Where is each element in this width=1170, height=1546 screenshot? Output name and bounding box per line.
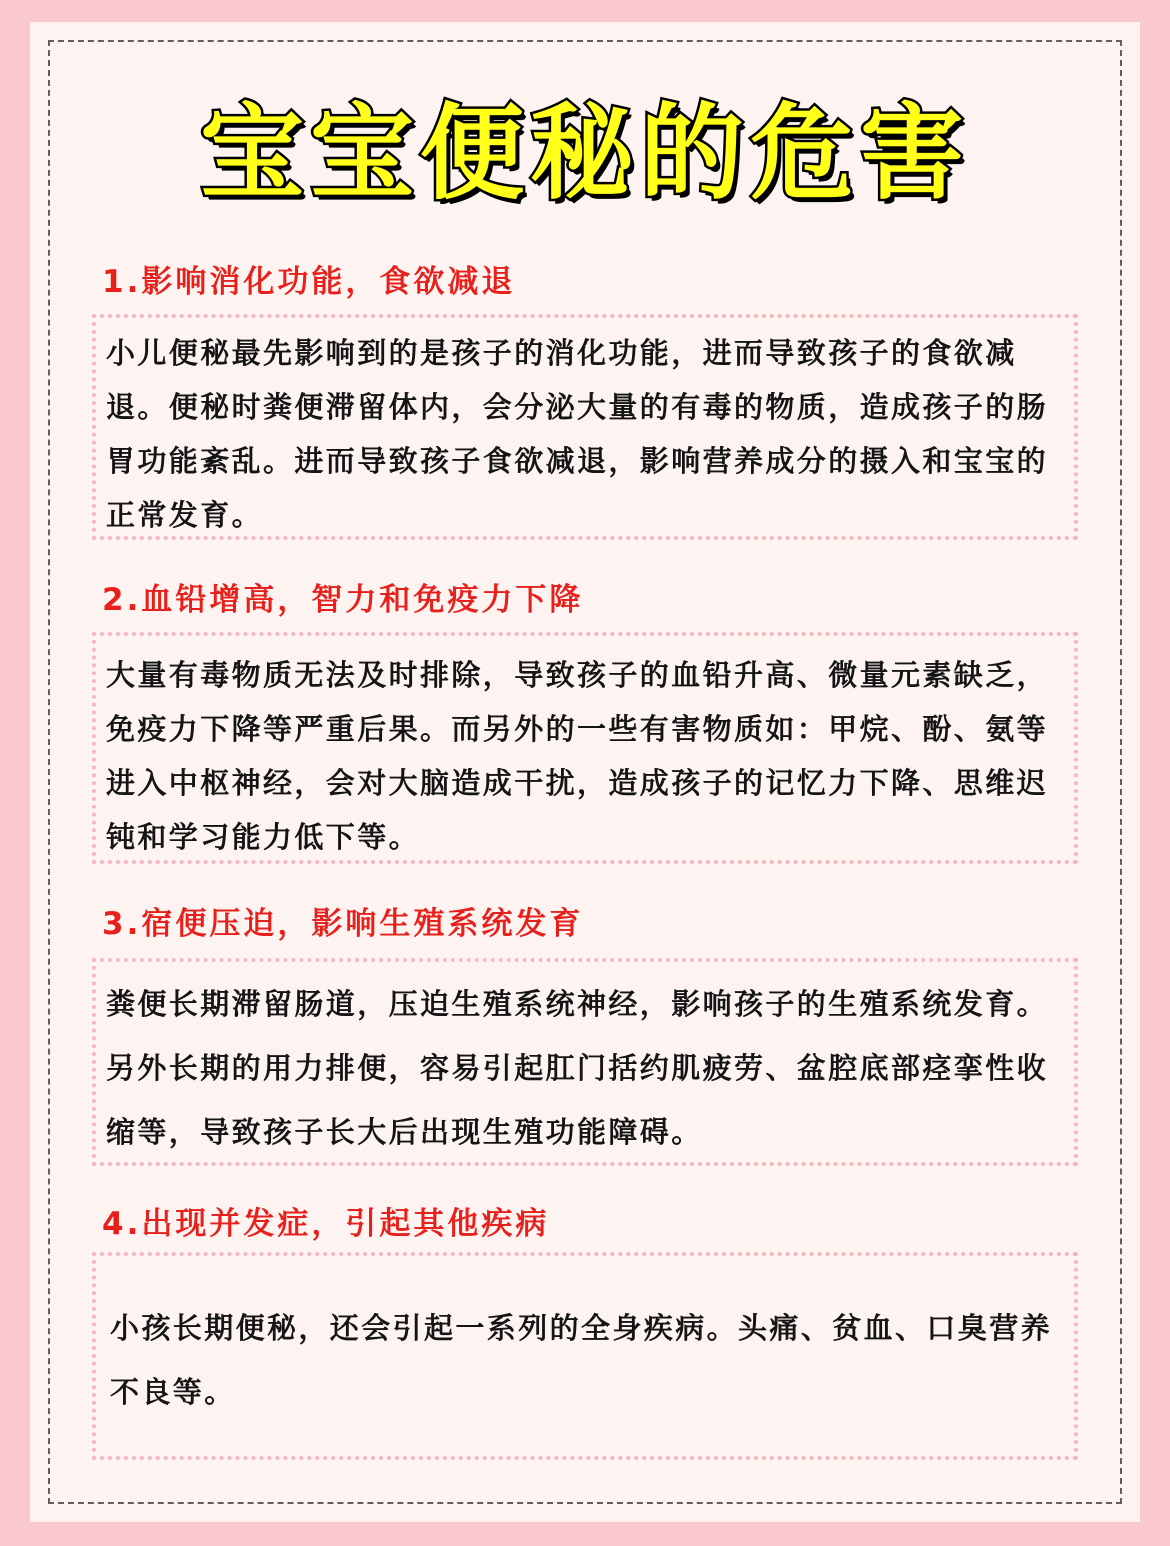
section-2-body: 大量有毒物质无法及时排除，导致孩子的血铅升高、微量元素缺乏，免疫力下降等严重后果。而另外的一些有害物质如：甲烷、酚、氨等进入中枢神经，会对大脑造成干扰，造成孩子的记忆力下降、思维迟钝和学习能力低下等。	[106, 658, 1049, 854]
section-4-heading: 4.出现并发症，引起其他疾病	[102, 1206, 550, 1242]
section-1-box	[92, 314, 1078, 540]
section-1-heading: 1.影响消化功能，食欲减退	[102, 264, 516, 300]
section-2-box	[92, 632, 1078, 864]
section-3-body: 粪便长期滞留肠道，压迫生殖系统神经，影响孩子的生殖系统发育。另外长期的用力排便，容易引起肛门括约肌疲劳、盆腔底部痉挛性收缩等，导致孩子长大后出现生殖功能障碍。	[106, 987, 1049, 1149]
section-2-heading: 2.血铅增高，智力和免疫力下降	[102, 582, 584, 618]
section-4-box	[92, 1252, 1078, 1460]
section-3-box	[92, 958, 1078, 1166]
page-title: 宝宝便秘的危害	[199, 92, 970, 214]
section-4-body: 小孩长期便秘，还会引起一系列的全身疾病。头痛、贫血、口臭营养不良等。	[110, 1311, 1053, 1409]
section-1-body: 小儿便秘最先影响到的是孩子的消化功能，进而导致孩子的食欲减退。便秘时粪便滞留体内，会分泌大量的有毒的物质，造成孩子的肠胃功能紊乱。进而导致孩子食欲减退，影响营养成分的摄入和宝宝的正常发育。	[106, 336, 1049, 532]
section-3-heading: 3.宿便压迫，影响生殖系统发育	[102, 906, 584, 942]
